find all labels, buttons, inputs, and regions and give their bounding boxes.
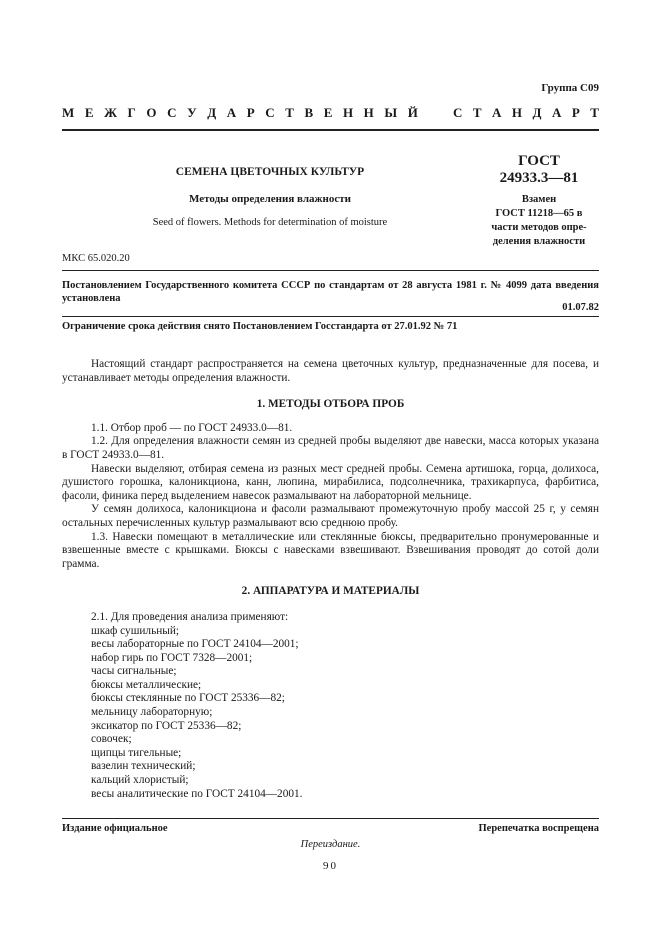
banner-letter: М (62, 105, 75, 120)
list-item: мельницу лабораторную; (91, 706, 213, 719)
banner-letter: Ж (104, 105, 117, 120)
date-rule (62, 316, 599, 317)
equipment-list (62, 625, 599, 802)
banner-letter: Г (127, 105, 136, 120)
banner-letter: Д (532, 105, 542, 120)
standard-banner (62, 105, 599, 121)
list-item: бюксы металлические; (91, 678, 202, 691)
limitation-text: Ограничение срока действия снято Постановлением Госстандарта от 27.01.92 № 71 (62, 321, 458, 332)
gost-label: ГОСТ (518, 153, 560, 169)
banner-letter: Е (323, 105, 333, 120)
banner-letter: Н (363, 105, 374, 120)
banner-letter: Н (342, 105, 354, 120)
banner-letter: У (187, 105, 197, 120)
english-title: Seed of flowers. Methods for determination of moisture (152, 217, 388, 228)
paragraph: 2.1. Для проведения анализа применяют: (91, 610, 289, 623)
group-code: Группа С09 (541, 82, 599, 94)
reissue-note: Переиздание. (300, 839, 361, 850)
section-2-heading: 2. АППАРАТУРА И МАТЕРИАЛЫ (241, 585, 420, 598)
mks-rule (62, 270, 599, 271)
banner-letter: С (265, 105, 275, 120)
banner-letter: В (304, 105, 314, 120)
list-item: бюксы стеклянные по ГОСТ 25336—82; (91, 692, 285, 705)
document-title: СЕМЕНА ЦВЕТОЧНЫХ КУЛЬТУР (175, 166, 365, 178)
paragraph: 1.3. Навески помещают в металлические или стеклянные бюксы, предварительно пронумерованные и взвешенные вместе с крышками. Бюксы с навесками взвешивают. Взвешивания проводят до сотой доли грамма. (62, 530, 599, 570)
list-item: часы сигнальные; (91, 665, 177, 678)
effective-date: 01.07.82 (562, 302, 599, 313)
section-1-heading: 1. МЕТОДЫ ОТБОРА ПРОБ (256, 398, 405, 411)
banner-right (453, 105, 599, 121)
banner-letter: А (492, 105, 502, 120)
replaces-line: Взамен (521, 194, 557, 205)
banner-letter: Н (511, 105, 523, 120)
banner-letter: Р (571, 105, 580, 120)
page-number: 90 (323, 860, 338, 872)
footer-rule (62, 818, 599, 819)
list-item: эксикатор по ГОСТ 25336—82; (91, 719, 242, 732)
mks-code: МКС 65.020.20 (62, 253, 130, 264)
paragraph: 1.2. Для определения влажности семян из средней пробы выделяют две навески, масса которых указана в ГОСТ 24933.0—81. (62, 435, 599, 461)
banner-letter: Р (246, 105, 255, 120)
banner-letter: Ы (384, 105, 398, 120)
banner-letter: Д (207, 105, 217, 120)
banner-letter: Е (84, 105, 94, 120)
banner-letter: С (453, 105, 463, 120)
list-item: набор гирь по ГОСТ 7328—2001; (91, 651, 253, 664)
replaces-line: ГОСТ 11218—65 в (495, 208, 583, 219)
paragraph: У семян долихоса, калоникциона и фасоли размалывают промежуточную пробу массой 25 г, у семян остальных перечисленных культур размалывают всю среднюю пробу. (62, 503, 599, 529)
document-body (62, 358, 599, 801)
banner-left (62, 105, 418, 121)
banner-letter: Т (590, 105, 599, 120)
banner-letter: С (167, 105, 177, 120)
list-item: кальций хлористый; (91, 774, 189, 787)
intro-paragraph: Настоящий стандарт распространяется на семена цветочных культур, предназначенные для посева, и устанавливает методы определения влажности. (62, 358, 599, 384)
reprint-prohibited: Перепечатка воспрещена (478, 823, 599, 834)
banner-letter: Т (285, 105, 294, 120)
official-edition: Издание официальное (62, 823, 168, 834)
banner-letter: О (146, 105, 157, 120)
replaces-line: части методов опре- (491, 222, 587, 233)
banner-letter: Т (472, 105, 482, 120)
list-item: совочек; (91, 733, 132, 746)
banner-letter: А (226, 105, 237, 120)
replaces-line: деления влажности (492, 236, 586, 247)
list-item: шкаф сушильный; (91, 624, 180, 637)
paragraph: 1.1. Отбор проб — по ГОСТ 24933.0—81. (91, 421, 293, 434)
banner-letter: А (551, 105, 562, 120)
list-item: весы аналитические по ГОСТ 24104—2001. (91, 787, 303, 800)
banner-letter: Й (407, 105, 418, 120)
decree-text: Постановлением Государственного комитета СССР по стандартам от 28 августа 1981 г. № 4099 дата введения установлена (62, 280, 599, 304)
replaces-note (470, 193, 608, 249)
top-rule (62, 129, 599, 131)
list-item: весы лабораторные по ГОСТ 24104—2001; (91, 638, 299, 651)
list-item: вазелин технический; (91, 760, 196, 773)
list-item: щипцы тигельные; (91, 746, 182, 759)
document-subtitle: Методы определения влажности (189, 193, 351, 205)
gost-number: 24933.3—81 (499, 170, 579, 186)
paragraph: Навески выделяют, отбирая семена из разных мест средней пробы. Семена артишока, горца, долихоса, душистого горошка, калоникциона, канн, люпина, мирабилиса, подсолнечника, трахикарпуса, фарбитиса, фасоли, финика перед выделением навесок размалывают на лабораторной мельнице. (62, 462, 599, 502)
